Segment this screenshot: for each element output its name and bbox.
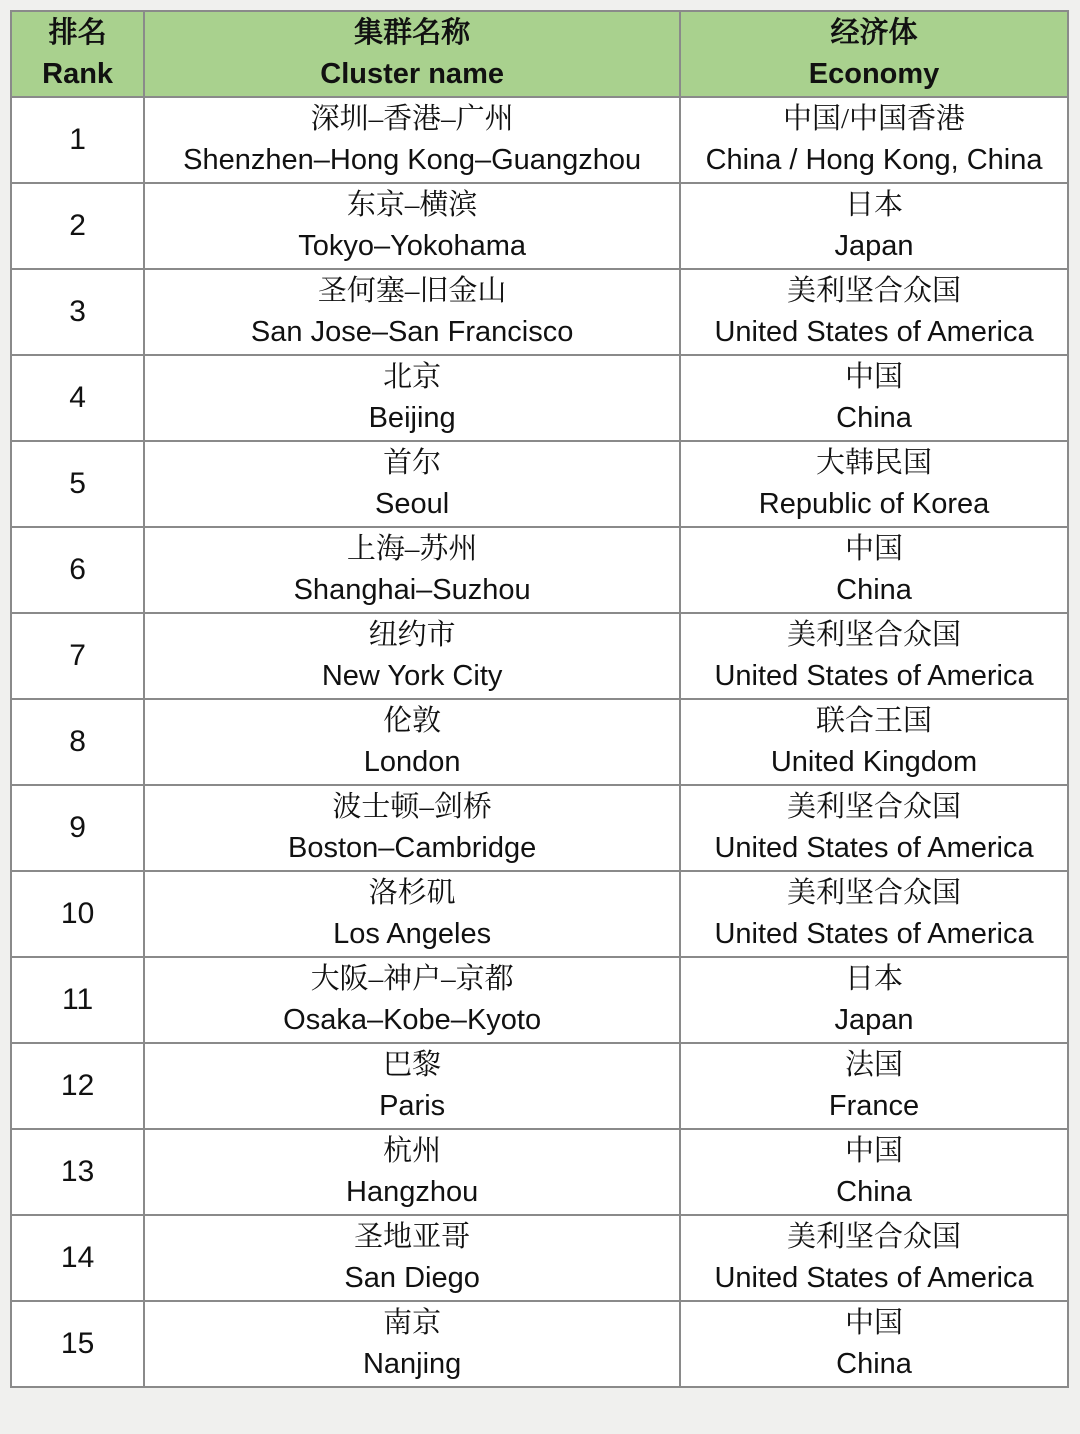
table-row <box>11 871 1068 957</box>
cluster-name-zh: 圣地亚哥 <box>354 1221 471 1253</box>
table-body <box>11 97 1068 1387</box>
table-row <box>11 1043 1068 1129</box>
economy-en: Republic of Korea <box>758 488 990 520</box>
header-economy <box>680 11 1068 97</box>
cluster-name-zh: 大阪–神户–京都 <box>310 963 514 995</box>
economy-cell <box>680 871 1068 957</box>
rank-cell <box>11 1043 144 1129</box>
cluster-cell <box>144 785 680 871</box>
table-row <box>11 1301 1068 1387</box>
cluster-name-zh: 深圳–香港–广州 <box>310 103 514 135</box>
economy-cell <box>680 355 1068 441</box>
economy-zh: 美利坚合众国 <box>787 275 962 307</box>
economy-zh: 日本 <box>845 189 904 221</box>
economy-zh: 美利坚合众国 <box>787 619 962 651</box>
economy-zh: 中国 <box>845 1135 904 1167</box>
economy-cell <box>680 957 1068 1043</box>
cluster-name-en: Nanjing <box>362 1348 462 1380</box>
header-rank-zh: 排名 <box>48 17 107 49</box>
header-economy-zh: 经济体 <box>830 17 918 49</box>
header-rank <box>11 11 144 97</box>
economy-zh: 法国 <box>845 1049 904 1081</box>
rank-cell <box>11 183 144 269</box>
rank-cell <box>11 1129 144 1215</box>
rank-value: 15 <box>60 1327 95 1360</box>
economy-cell <box>680 1043 1068 1129</box>
cluster-name-en: Osaka–Kobe–Kyoto <box>283 1004 542 1036</box>
cluster-name-zh: 洛杉矶 <box>368 877 456 909</box>
rank-value: 1 <box>69 123 86 156</box>
table-row <box>11 527 1068 613</box>
rank-value: 9 <box>69 811 86 844</box>
header-economy-en: Economy <box>808 58 940 90</box>
economy-zh: 美利坚合众国 <box>787 791 962 823</box>
rank-value: 2 <box>69 209 86 242</box>
economy-cell <box>680 269 1068 355</box>
cluster-name-zh: 纽约市 <box>368 619 456 651</box>
cluster-cell <box>144 1301 680 1387</box>
cluster-cell <box>144 183 680 269</box>
economy-en: China <box>836 402 912 434</box>
table-row <box>11 785 1068 871</box>
economy-en: United Kingdom <box>770 746 978 778</box>
table-row <box>11 613 1068 699</box>
rank-value: 8 <box>69 725 86 758</box>
rank-cell <box>11 957 144 1043</box>
cluster-name-en: Hangzhou <box>346 1176 479 1208</box>
cluster-name-zh: 北京 <box>383 361 442 393</box>
header-rank-en: Rank <box>42 58 114 90</box>
table-row <box>11 441 1068 527</box>
cluster-name-en: San Diego <box>344 1262 480 1294</box>
table-row <box>11 699 1068 785</box>
rank-cell <box>11 527 144 613</box>
economy-en: United States of America <box>714 660 1034 692</box>
economy-en: China <box>836 574 912 606</box>
cluster-name-en: San Jose–San Francisco <box>250 316 574 348</box>
cluster-name-zh: 圣何塞–旧金山 <box>317 275 507 307</box>
economy-zh: 日本 <box>845 963 904 995</box>
economy-cell <box>680 1301 1068 1387</box>
cluster-cell <box>144 1043 680 1129</box>
economy-zh: 美利坚合众国 <box>787 877 962 909</box>
header-cluster-name <box>144 11 680 97</box>
cluster-name-en: Tokyo–Yokohama <box>298 230 527 262</box>
table-row <box>11 957 1068 1043</box>
rank-cell <box>11 871 144 957</box>
economy-cell <box>680 97 1068 183</box>
economy-en: Japan <box>834 230 914 262</box>
economy-en: Japan <box>834 1004 914 1036</box>
cluster-name-en: Los Angeles <box>333 918 492 950</box>
economy-en: China <box>836 1176 912 1208</box>
economy-zh: 中国/中国香港 <box>783 103 966 135</box>
cluster-name-zh: 首尔 <box>383 447 442 479</box>
rank-value: 5 <box>69 467 86 500</box>
cluster-name-en: Seoul <box>375 488 450 520</box>
table-row <box>11 269 1068 355</box>
cluster-name-en: Paris <box>379 1090 446 1122</box>
rank-value: 3 <box>69 295 86 328</box>
rank-cell <box>11 441 144 527</box>
economy-cell <box>680 785 1068 871</box>
rank-value: 4 <box>69 381 86 414</box>
rank-cell <box>11 1215 144 1301</box>
cluster-cell <box>144 441 680 527</box>
rank-value: 6 <box>69 553 86 586</box>
economy-zh: 美利坚合众国 <box>787 1221 962 1253</box>
economy-en: China <box>836 1348 912 1380</box>
cluster-name-zh: 上海–苏州 <box>346 533 478 565</box>
economy-cell <box>680 699 1068 785</box>
table-row <box>11 355 1068 441</box>
rank-value: 7 <box>69 639 86 672</box>
table-row <box>11 1129 1068 1215</box>
cluster-cell <box>144 355 680 441</box>
rank-value: 10 <box>60 897 95 930</box>
table-header <box>11 11 1068 97</box>
rank-value: 13 <box>60 1155 95 1188</box>
economy-cell <box>680 441 1068 527</box>
economy-zh: 中国 <box>845 533 904 565</box>
header-cluster-name-zh: 集群名称 <box>354 17 471 49</box>
cluster-name-en: Shanghai–Suzhou <box>293 574 531 606</box>
economy-zh: 中国 <box>845 1307 904 1339</box>
table-row <box>11 183 1068 269</box>
economy-cell <box>680 183 1068 269</box>
cluster-name-zh: 杭州 <box>383 1135 442 1167</box>
rank-cell <box>11 269 144 355</box>
rank-cell <box>11 355 144 441</box>
economy-en: China / Hong Kong, China <box>705 144 1043 176</box>
cluster-name-en: Boston–Cambridge <box>287 832 537 864</box>
rank-cell <box>11 613 144 699</box>
cluster-ranking-table-container <box>10 10 1069 1388</box>
economy-en: France <box>828 1090 920 1122</box>
rank-value: 14 <box>60 1241 95 1274</box>
cluster-name-en: Beijing <box>368 402 456 434</box>
economy-en: United States of America <box>714 316 1034 348</box>
cluster-name-zh: 巴黎 <box>383 1049 442 1081</box>
economy-zh: 大韩民国 <box>816 447 933 479</box>
economy-en: United States of America <box>714 918 1034 950</box>
rank-cell <box>11 1301 144 1387</box>
cluster-name-en: New York City <box>321 660 503 692</box>
cluster-name-en: Shenzhen–Hong Kong–Guangzhou <box>183 144 642 176</box>
rank-cell <box>11 785 144 871</box>
economy-cell <box>680 613 1068 699</box>
rank-cell <box>11 97 144 183</box>
economy-cell <box>680 527 1068 613</box>
header-row <box>11 11 1068 97</box>
economy-zh: 中国 <box>845 361 904 393</box>
cluster-cell <box>144 871 680 957</box>
rank-value: 11 <box>62 983 94 1016</box>
economy-cell <box>680 1129 1068 1215</box>
economy-en: United States of America <box>714 1262 1034 1294</box>
cluster-cell <box>144 97 680 183</box>
cluster-cell <box>144 1215 680 1301</box>
economy-en: United States of America <box>714 832 1034 864</box>
header-cluster-name-en: Cluster name <box>320 58 504 90</box>
cluster-cell <box>144 269 680 355</box>
cluster-name-zh: 东京–横滨 <box>346 189 478 221</box>
cluster-name-en: London <box>363 746 461 778</box>
table-row <box>11 97 1068 183</box>
cluster-name-zh: 南京 <box>383 1307 442 1339</box>
cluster-name-zh: 波士顿–剑桥 <box>332 791 492 823</box>
cluster-ranking-table <box>10 10 1069 1388</box>
cluster-cell <box>144 527 680 613</box>
rank-cell <box>11 699 144 785</box>
cluster-cell <box>144 613 680 699</box>
rank-value: 12 <box>60 1069 95 1102</box>
cluster-cell <box>144 1129 680 1215</box>
table-row <box>11 1215 1068 1301</box>
economy-cell <box>680 1215 1068 1301</box>
cluster-name-zh: 伦敦 <box>383 705 442 737</box>
cluster-cell <box>144 699 680 785</box>
economy-zh: 联合王国 <box>816 705 933 737</box>
cluster-cell <box>144 957 680 1043</box>
